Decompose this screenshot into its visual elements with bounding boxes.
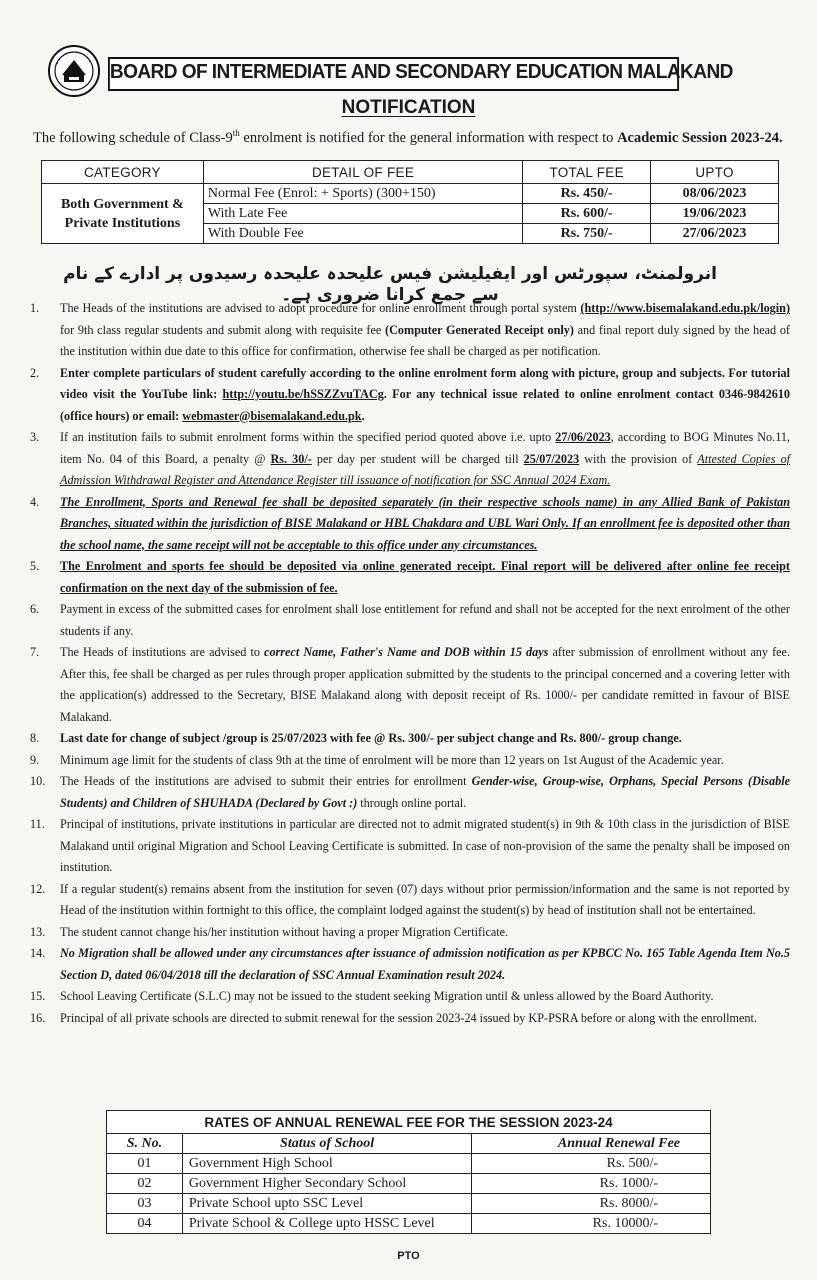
item-text: , according to BOG Minutes No.11, item No. 04 of this Board, a penalty @ xyxy=(60,430,790,466)
instruction-item xyxy=(30,1008,790,1030)
school-status-cell: Government Higher Secondary School xyxy=(182,1174,471,1194)
item-text: after submission of enrollment without any fee. After this, fee shall be charged as per rules through proper application submitted by the students to the principal concerned and a covering letter with the application(s) addressed to the Secretary, BISE Malakand along with deposit receipt of Rs. 1000/- per candidate remitted in favour of BISE Malakand. xyxy=(60,645,790,724)
table-row xyxy=(42,184,779,204)
renewal-fee-cell: Rs. 500/- xyxy=(472,1154,711,1174)
fee-table-header-row xyxy=(42,161,779,184)
item-text: Enter complete particulars of student carefully according to the online enrolment form along with picture, group and subjects. For tutorial video visit the YouTube link: xyxy=(60,365,790,401)
board-logo-icon xyxy=(47,44,101,98)
item-number: 12. xyxy=(30,881,46,896)
table-row xyxy=(107,1154,711,1174)
school-status-cell: Private School upto SSC Level xyxy=(182,1194,471,1214)
total-fee-cell: Rs. 750/- xyxy=(523,224,651,244)
item-text: Rs. 30/- xyxy=(270,451,312,466)
instruction-item xyxy=(30,943,790,986)
item-number: 1. xyxy=(30,301,40,315)
column-header: Annual Renewal Fee xyxy=(472,1134,711,1154)
item-text: correct Name, Father's Name and DOB within 15 days xyxy=(264,645,549,659)
item-number: 10. xyxy=(30,774,46,788)
item-text: http://youtu.be/hSSZZvuTACg xyxy=(222,387,384,401)
item-number: 6. xyxy=(30,602,40,616)
item-text: The Heads of institutions are advised to xyxy=(60,645,265,659)
notification-title: NOTIFICATION xyxy=(341,97,476,118)
item-text: Payment in excess of the submitted cases for enrolment shall lose entitlement for refund and shall not be accepted for the next enrolment of the other students if any. xyxy=(60,602,790,638)
item-number: 14. xyxy=(30,946,46,960)
instruction-item xyxy=(30,556,790,599)
urdu-note: انرولمنٹ، سپورٹس اور ایفیلیشن فیس علیحدہ علیحدہ رسیدوں پر ادارے کے نام سے جمع کرانا ضروری ہے۔ xyxy=(63,264,717,305)
renewal-table-caption: RATES OF ANNUAL RENEWAL FEE FOR THE SESSION 2023-24 xyxy=(107,1111,711,1134)
item-number: 8. xyxy=(30,731,40,745)
instruction-item xyxy=(30,814,790,879)
renewal-table-header-row xyxy=(107,1134,711,1154)
renewal-fee-cell: Rs. 8000/- xyxy=(472,1194,711,1214)
item-text: and final report duly signed by the head of the institution within due date to this office for confirmation, otherwise fee shall be charged as per notification. xyxy=(60,322,790,358)
item-text: Gender-wise, Group-wise, Orphans, Special Persons (Disable Students) and Children of SHUHADA (Declared by Govt :) xyxy=(60,774,790,810)
item-number: 9. xyxy=(30,752,40,767)
fee-detail-cell: Normal Fee (Enrol: + Sports) (300+150) xyxy=(203,184,522,204)
renewal-fee-cell: Rs. 10000/- xyxy=(472,1214,711,1234)
instructions-list xyxy=(30,298,790,1029)
fee-detail-cell: With Double Fee xyxy=(203,224,522,244)
fee-schedule-table xyxy=(41,160,779,244)
instruction-item xyxy=(30,427,790,492)
item-text: The Enrolment and sports fee should be deposited via online generated receipt. Final report will be delivered after online fee receipt confirmation on the next day of the submission of fee. xyxy=(60,559,790,595)
item-text: Last date for change of subject /group is 25/07/2023 with fee @ Rs. 300/- per subject change and Rs. 800/- group change. xyxy=(60,731,682,745)
item-number: 16. xyxy=(30,1010,46,1025)
upto-date-cell: 08/06/2023 xyxy=(651,184,779,204)
item-number: 2. xyxy=(30,365,40,380)
item-number: 4. xyxy=(30,494,40,509)
school-status-cell: Private School & College upto HSSC Level xyxy=(182,1214,471,1234)
item-text: Minimum age limit for the students of class 9th at the time of enrolment will be more than 12 years on 1st August of the Academic year. xyxy=(60,752,724,767)
item-text: webmaster@bisemalakand.edu.pk xyxy=(182,408,362,423)
instruction-item xyxy=(30,492,790,557)
instruction-item xyxy=(30,599,790,642)
total-fee-cell: Rs. 600/- xyxy=(523,204,651,224)
serial-number-cell: 03 xyxy=(107,1194,183,1214)
item-text: . For any technical issue related to online enrolment contact 0346-9842610 (office hours) or email: xyxy=(60,387,791,423)
column-header: Status of School xyxy=(182,1134,471,1154)
serial-number-cell: 01 xyxy=(107,1154,183,1174)
board-name-banner: BOARD OF INTERMEDIATE AND SECONDARY EDUCATION MALAKAND xyxy=(108,57,679,91)
table-row xyxy=(107,1194,711,1214)
column-header: DETAIL OF FEE xyxy=(203,161,522,184)
column-header: UPTO xyxy=(651,161,779,184)
pto-label: PTO xyxy=(397,1250,420,1262)
serial-number-cell: 04 xyxy=(107,1214,183,1234)
upto-date-cell: 19/06/2023 xyxy=(651,204,779,224)
item-text: with the provision of xyxy=(579,451,698,466)
instruction-item xyxy=(30,986,790,1008)
instruction-item xyxy=(30,750,790,772)
item-number: 5. xyxy=(30,559,40,573)
instruction-item xyxy=(30,922,790,944)
item-text: The Enrollment, Sports and Renewal fee shall be deposited separately (in their respective schools name) in any Allied Bank of Pakistan Branches, situated within the jurisdiction of BISE Malakand or HBL Chakdara and UBL Wari Only. If an enrollment fee is deposited other than the school name, the same receipt will not be acceptable to this office under any circumstances. xyxy=(60,494,790,552)
upto-date-cell: 27/06/2023 xyxy=(651,224,779,244)
column-header: TOTAL FEE xyxy=(523,161,651,184)
item-text: (http://www.bisemalakand.edu.pk/login) xyxy=(580,301,790,315)
item-number: 3. xyxy=(30,430,40,444)
item-text: Principal of institutions, private institutions in particular are directed not to admit migrated student(s) in 9th & 10th class in the jurisdiction of BISE Malakand until original Migration and School Leaving Certificate is submitted. In case of non-provision of the same the penalty shall be imposed on institution. xyxy=(60,817,790,874)
renewal-fee-table xyxy=(106,1110,711,1234)
item-text: 25/07/2023 xyxy=(523,451,580,466)
item-text: for 9th class regular students and submit along with requisite fee xyxy=(60,322,386,337)
table-row xyxy=(107,1214,711,1234)
instruction-item xyxy=(30,771,790,814)
item-number: 7. xyxy=(30,645,40,659)
school-status-cell: Government High School xyxy=(182,1154,471,1174)
item-number: 11. xyxy=(30,817,45,831)
item-text: Principal of all private schools are directed to submit renewal for the session 2023-24 issued by KP-PSRA before or along with the enrollment. xyxy=(60,1010,757,1025)
instruction-item xyxy=(30,879,790,922)
instruction-item xyxy=(30,298,790,363)
item-text: No Migration shall be allowed under any circumstances after issuance of admission notification as per KPBCC No. 165 Table Agenda Item No.5 Section D, dated 06/04/2018 till the declaration of SSC Annual Examination result 2024. xyxy=(60,946,790,982)
instruction-item xyxy=(30,363,790,428)
table-row xyxy=(107,1174,711,1194)
item-text: The student cannot change his/her institution without having a proper Migration Certificate. xyxy=(60,924,509,939)
item-text: If an institution fails to submit enrolment forms within the specified period quoted above i.e. upto xyxy=(60,430,556,444)
item-text: If a regular student(s) remains absent from the institution for seven (07) days without prior permission/information and the same is not reported by Head of the institution within fortnight to this office, the complaint lodged against the student(s) by head of institution shall not be entertained. xyxy=(60,881,790,917)
intro-paragraph: The following schedule of Class-9th enrolment is notified for the general information with respect to Academic Session 2023-24. xyxy=(33,128,783,146)
item-text: (Computer Generated Receipt only) xyxy=(385,322,574,337)
item-text: through online portal. xyxy=(357,795,467,810)
category-cell: Both Government & Private Institutions xyxy=(42,184,204,244)
item-number: 13. xyxy=(30,924,46,939)
item-text: Attested Copies of Admission Withdrawal Register and Attendance Register till issuance of notification for SSC Annual 2024 Exam. xyxy=(60,451,791,487)
column-header: S. No. xyxy=(107,1134,183,1154)
serial-number-cell: 02 xyxy=(107,1174,183,1194)
instruction-item xyxy=(30,642,790,728)
item-text: The Heads of the institutions are advised to submit their entries for enrollment xyxy=(60,774,472,788)
item-number: 15. xyxy=(30,989,46,1003)
total-fee-cell: Rs. 450/- xyxy=(523,184,651,204)
renewal-fee-cell: Rs. 1000/- xyxy=(472,1174,711,1194)
item-text: School Leaving Certificate (S.L.C) may not be issued to the student seeking Migration until & unless allowed by the Board Authority. xyxy=(60,989,714,1003)
item-text: 27/06/2023 xyxy=(555,430,611,444)
item-text: . xyxy=(361,408,365,423)
instruction-item xyxy=(30,728,790,750)
column-header: CATEGORY xyxy=(42,161,204,184)
item-text: per day per student will be charged till xyxy=(311,451,524,466)
fee-detail-cell: With Late Fee xyxy=(203,204,522,224)
item-text: The Heads of the institutions are advised to adopt procedure for online enrollment through portal system xyxy=(60,301,581,315)
